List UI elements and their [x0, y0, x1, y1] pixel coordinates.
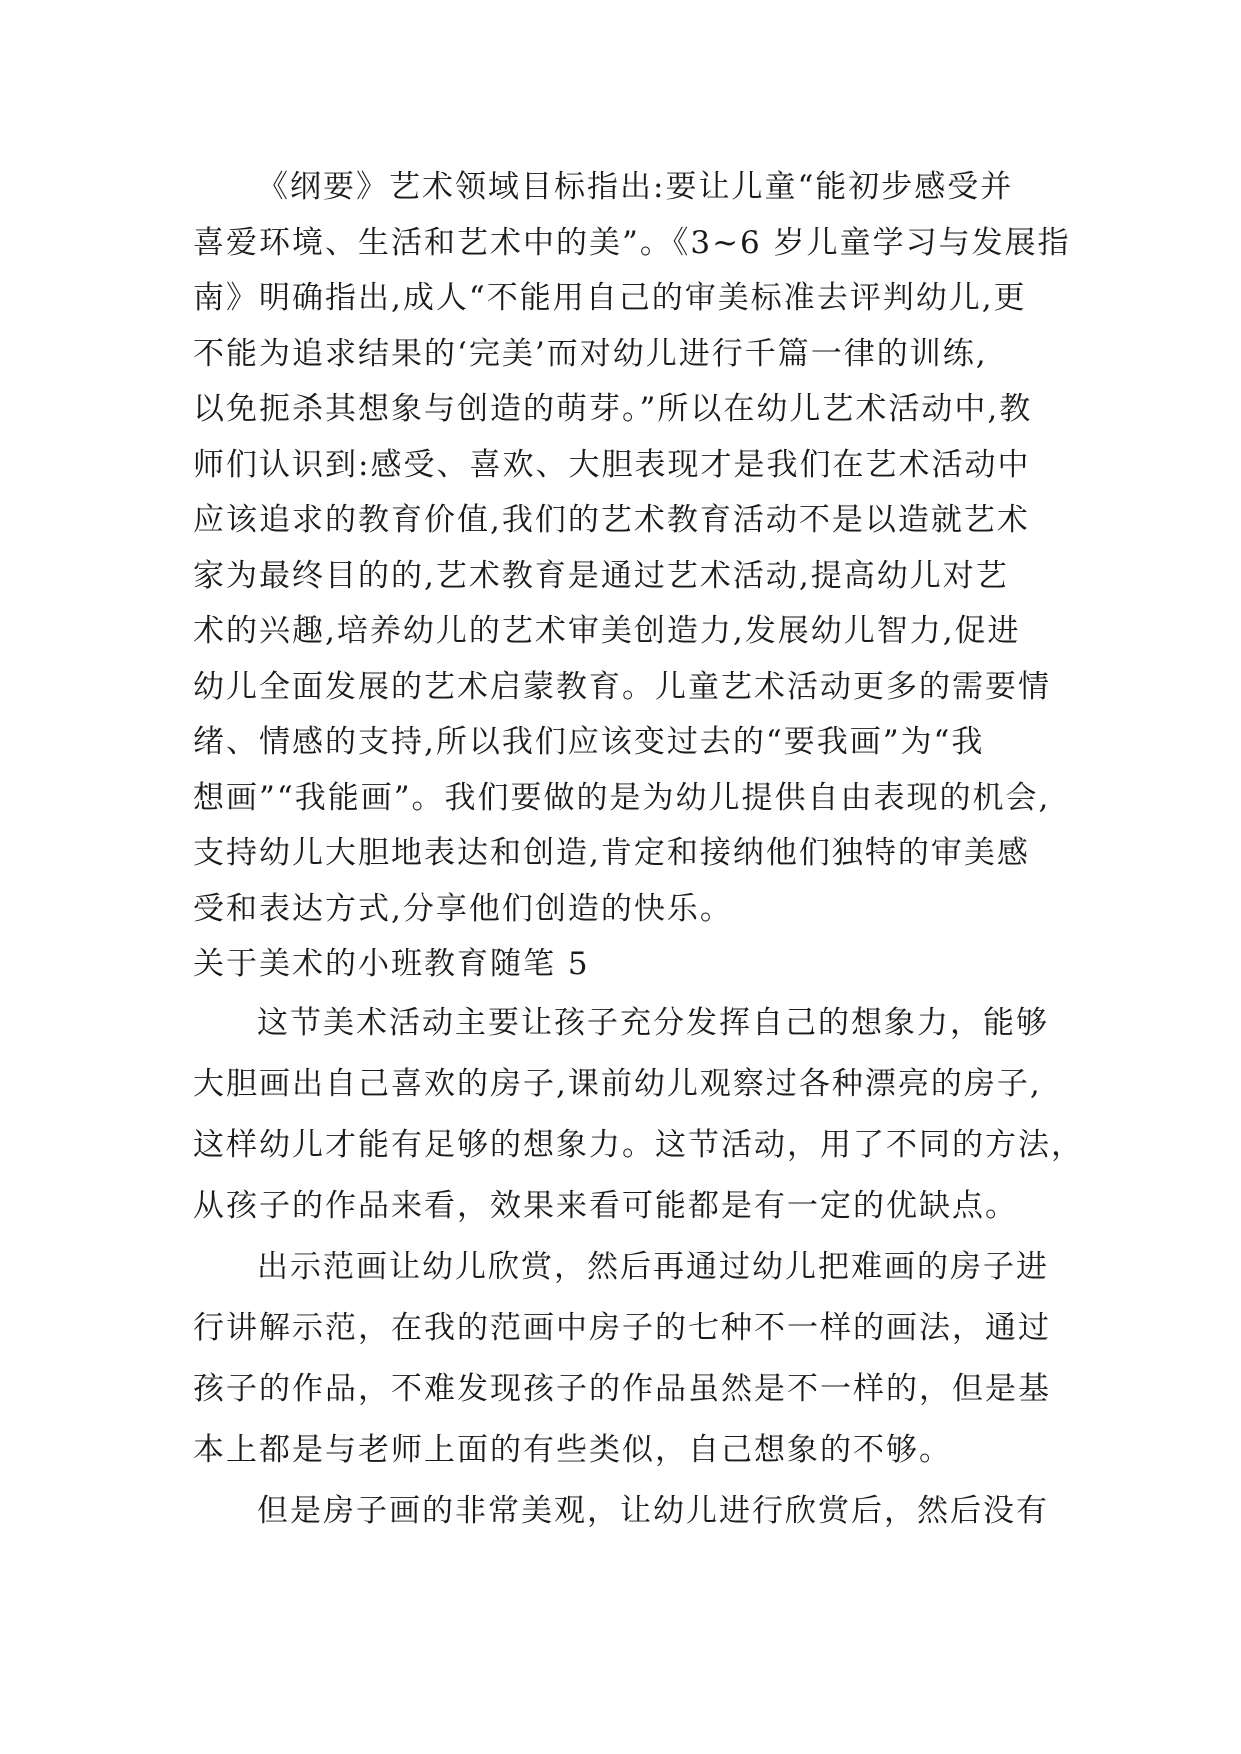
paragraph-line: 绪、情感的支持,所以我们应该变过去的“要我画”为“我: [193, 724, 985, 760]
paragraph-line: 师们认识到:感受、喜欢、大胆表现才是我们在艺术活动中: [193, 446, 1031, 483]
paragraph-line: 从孩子的作品来看，效果来看可能都是有一定的优缺点。: [193, 1187, 1018, 1224]
paragraph-line: 不能为追求结果的‘完美’而对幼儿进行千篇一律的训练,: [193, 335, 988, 372]
paragraph-demonstration: [193, 1237, 1053, 1481]
paragraph-evaluation: [193, 1481, 1053, 1542]
paragraph-line: 但是房子画的非常美观，让幼儿进行欣赏后，然后没有: [257, 1492, 1049, 1529]
paragraph-line: 这节美术活动主要让孩子充分发挥自己的想象力，能够: [257, 1004, 1049, 1041]
paragraph-line: 术的兴趣,培养幼儿的艺术审美创造力,发展幼儿智力,促进: [193, 613, 1021, 649]
section-heading: 关于美术的小班教育随笔 5: [193, 946, 590, 982]
paragraph-line: 支持幼儿大胆地表达和创造,肯定和接纳他们独特的审美感: [193, 835, 1030, 871]
paragraph-line: 受和表达方式,分享他们创造的快乐。: [193, 890, 733, 927]
section-essay-5: [193, 993, 1084, 1542]
paragraph-line: 出示范画让幼儿欣赏，然后再通过幼儿把难画的房子进: [257, 1248, 1049, 1285]
paragraph-line: 本上都是与老师上面的有些类似，自己想象的不够。: [193, 1431, 952, 1468]
paragraph-line: 孩子的作品，不难发现孩子的作品虽然是不一样的，但是基: [193, 1370, 1051, 1407]
paragraph-line: 南》明确指出,成人“不能用自己的审美标准去评判幼儿,更: [193, 280, 1027, 316]
paragraph-line: 幼儿全面发展的艺术启蒙教育。儿童艺术活动更多的需要情: [193, 668, 1051, 705]
paragraph-line: 这样幼儿才能有足够的想象力。这节活动，用了不同的方法，: [193, 1126, 1084, 1163]
paragraph-line: 行讲解示范，在我的范画中房子的七种不一样的画法，通过: [193, 1309, 1051, 1346]
paragraph-activity-intro: [193, 993, 1084, 1237]
paragraph-line: 以免扼杀其想象与创造的萌芽。”所以在幼儿艺术活动中,教: [193, 391, 1033, 427]
paragraph-line: 家为最终目的的,艺术教育是通过艺术活动,提高幼儿对艺: [193, 557, 1009, 594]
paragraph-line: 大胆画出自己喜欢的房子,课前幼儿观察过各种漂亮的房子,: [193, 1065, 1042, 1102]
paragraph-line: 《纲要》艺术领域目标指出:要让儿童“能初步感受并: [257, 169, 1014, 205]
paragraph-line: 想画”“我能画”。我们要做的是为幼儿提供自由表现的机会,: [193, 779, 1051, 816]
paragraph-art-guidelines: [193, 160, 1071, 937]
paragraph-line: 应该追求的教育价值,我们的艺术教育活动不是以造就艺术: [193, 502, 1030, 538]
document-body: [193, 160, 1084, 1542]
paragraph-line: 喜爱环境、生活和艺术中的美”。《3~6 岁儿童学习与发展指: [193, 224, 1071, 261]
